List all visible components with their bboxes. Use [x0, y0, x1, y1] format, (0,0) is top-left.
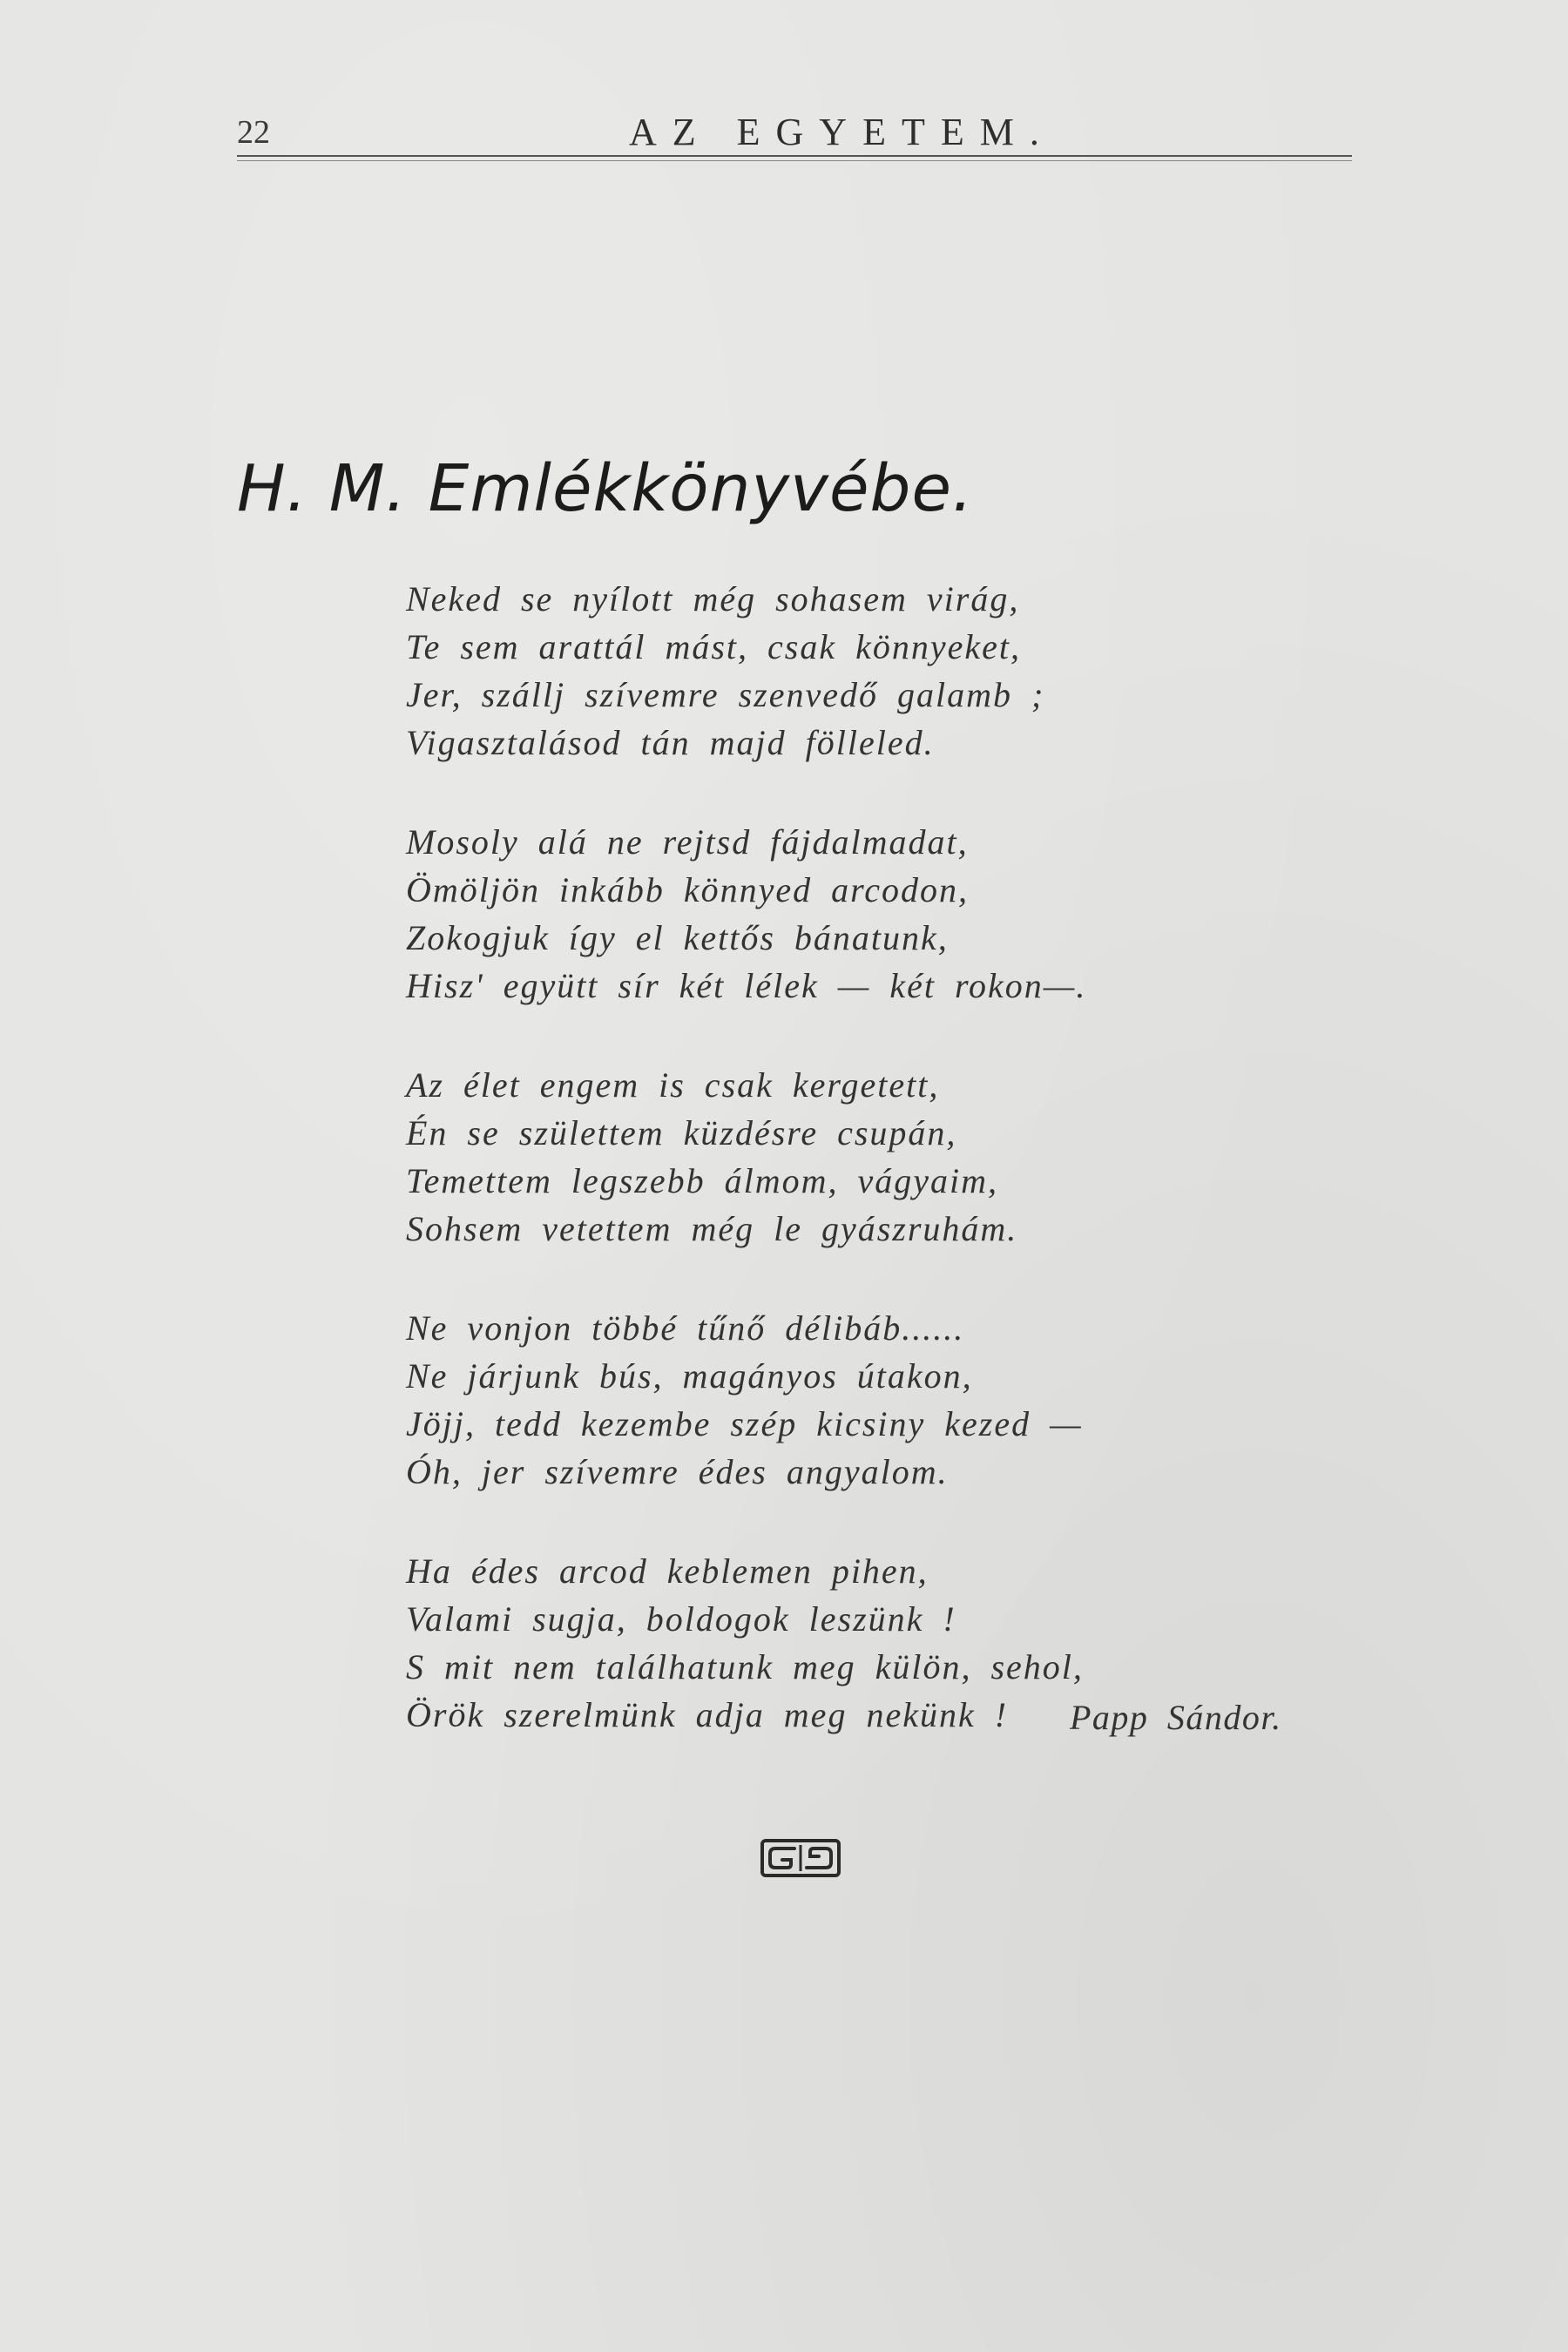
poem-line: Temettem legszebb álmom, vágyaim,: [406, 1161, 998, 1200]
poem-line: Vigasztalásod tán majd fölleled.: [406, 723, 935, 762]
poem-line: Óh, jer szívemre édes angyalom.: [406, 1452, 949, 1491]
stanza-4: [406, 1304, 1364, 1496]
poem-line: Valami sugja, boldogok leszünk !: [406, 1599, 956, 1639]
poem-line: Ne járjunk bús, magányos útakon,: [406, 1356, 973, 1396]
running-header: [237, 103, 1352, 155]
ornament-icon: [760, 1838, 841, 1878]
poem-title: H. M. Emlékkönyvébe.: [237, 451, 974, 526]
poem-line: Ömöljön inkább könnyed arcodon,: [406, 870, 969, 909]
journal-title: AZ EGYETEM.: [629, 111, 1055, 153]
poem-line: Ne vonjon többé tűnő délibáb......: [406, 1308, 965, 1348]
stanza-1: [406, 575, 1364, 767]
poem-body: [406, 575, 1364, 1790]
header-rule: [237, 155, 1352, 157]
author-signature: Papp Sándor.: [1070, 1698, 1282, 1737]
poem-line: Örök szerelmünk adja meg nekünk !: [406, 1695, 1009, 1734]
poem-line: Én se születtem küzdésre csupán,: [406, 1113, 957, 1152]
poem-line: S mit nem találhatunk meg külön, sehol,: [406, 1647, 1084, 1686]
stanza-2: [406, 818, 1364, 1010]
poem-line: Az élet engem is csak kergetett,: [406, 1065, 940, 1105]
poem-line: Hisz' együtt sír két lélek — két rokon—.: [406, 966, 1087, 1005]
poem-line: Zokogjuk így el kettős bánatunk,: [406, 918, 949, 957]
poem-line: Jöjj, tedd kezembe szép kicsiny kezed —: [406, 1404, 1083, 1443]
stanza-3: [406, 1061, 1364, 1253]
poem-line: Te sem arattál mást, csak könnyeket,: [406, 627, 1021, 666]
poem-line: Ha édes arcod keblemen pihen,: [406, 1551, 929, 1591]
page-number: 22: [237, 114, 270, 151]
poem-line: Neked se nyílott még sohasem virág,: [406, 579, 1020, 618]
header-rule-secondary: [237, 160, 1352, 161]
poem-line: Jer, szállj szívemre szenvedő galamb ;: [406, 675, 1045, 714]
poem-line: Sohsem vetettem még le gyászruhám.: [406, 1209, 1018, 1248]
poem-line: Mosoly alá ne rejtsd fájdalmadat,: [406, 822, 969, 862]
